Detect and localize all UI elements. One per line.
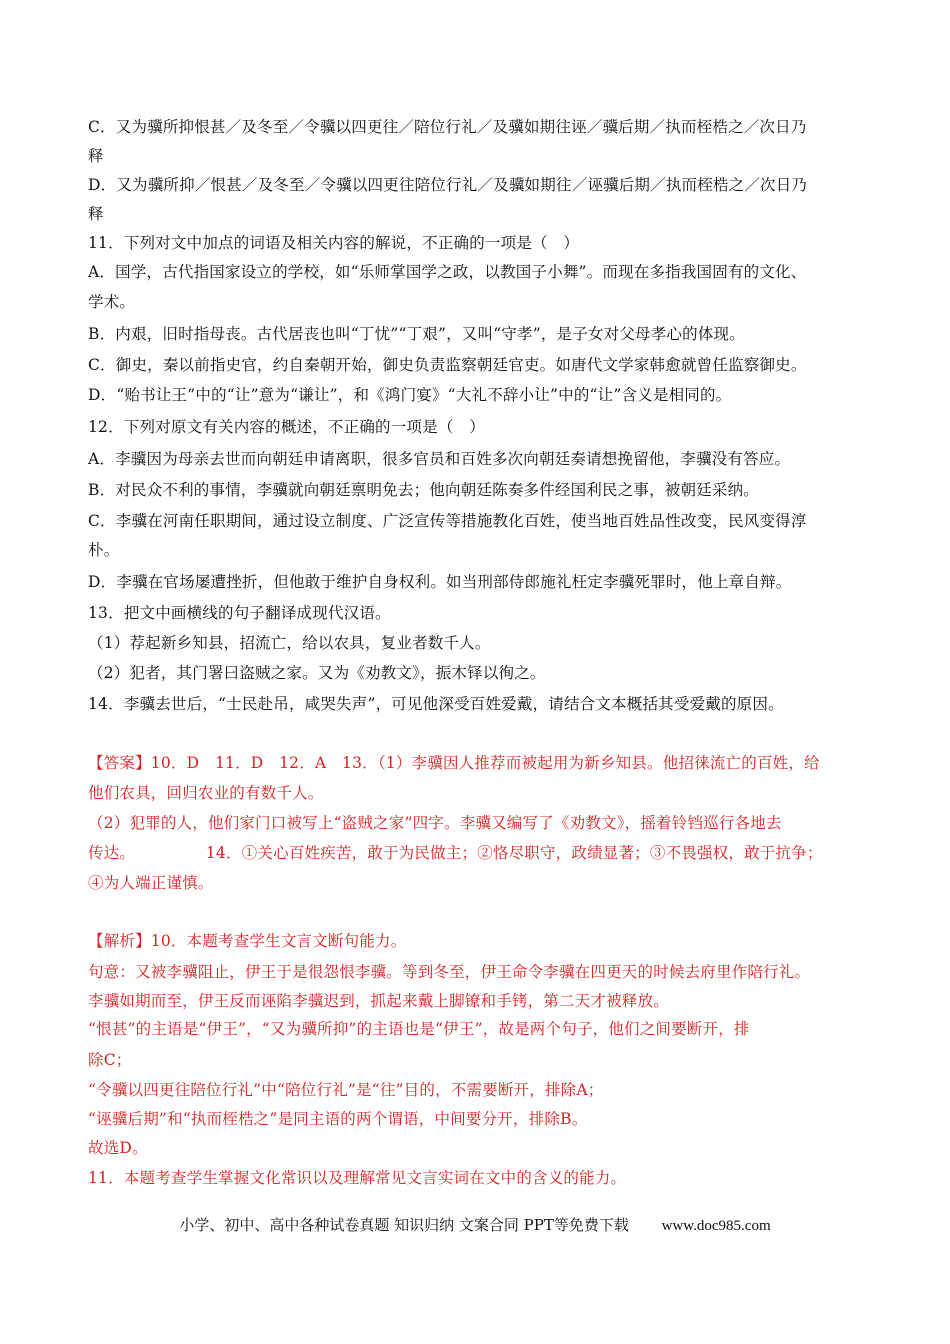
analysis-line: “令骥以四更往陪位行礼”中“陪位行礼”是“往”目的，不需要断开，排除A； xyxy=(88,1081,604,1099)
page-footer xyxy=(0,1214,950,1235)
question-line: D．李骥在官场屡遭挫折，但他敢于维护自身权利。如当刑部侍郎施礼枉定李骥死罪时，他上章自辩。 xyxy=(88,573,792,591)
answer-line: ④为人端正谨慎。 xyxy=(88,874,214,892)
analysis-line: 故选D。 xyxy=(88,1139,148,1157)
question-line: C．御史，秦以前指史官，约自秦朝开始，御史负责监察朝廷官吏。如唐代文学家韩愈就曾任监察御史。 xyxy=(88,356,807,374)
footer-text: 小学、初中、高中各种试卷真题 知识归纳 文案合同 PPT等免费下载 xyxy=(179,1216,629,1234)
question-line: D．又为骥所抑／恨甚／及冬至／令骥以四更往陪位行礼／及骥如期往／诬骥后期／执而桎梏之／次日乃 xyxy=(88,176,808,194)
question-line: 12．下列对原文有关内容的概述，不正确的一项是（ ） xyxy=(88,418,485,436)
question-line: A．李骥因为母亲去世而向朝廷申请离职，很多官员和百姓多次向朝廷奏请想挽留他，李骥没有答应。 xyxy=(88,450,791,468)
question-line: C．又为骥所抑恨甚／及冬至／令骥以四更往／陪位行礼／及骥如期往诬／骥后期／执而桎梏之／次日乃 xyxy=(88,118,807,136)
analysis-line: “恨甚”的主语是“伊王”，“又为骥所抑”的主语也是“伊王”，故是两个句子，他们之间要断开，排 xyxy=(88,1020,750,1038)
question-line: B．对民众不利的事情，李骥就向朝廷禀明免去；他向朝廷陈奏多件经国利民之事，被朝廷采纳。 xyxy=(88,481,759,499)
footer-link[interactable]: www.doc985.com xyxy=(661,1218,771,1234)
question-line: B．内艰，旧时指母丧。古代居丧也叫“丁忧”“丁艰”，又叫“守孝”，是子女对父母孝心的体现。 xyxy=(88,325,745,343)
question-line: 14．李骥去世后，“士民赴吊，咸哭失声”，可见他深受百姓爱戴，请结合文本概括其受爱戴的原因。 xyxy=(88,695,784,713)
analysis-line: 除C； xyxy=(88,1051,132,1069)
question-line: （2）犯者，其门署曰盗贼之家。又为《劝教文》，振木铎以徇之。 xyxy=(88,664,546,682)
question-line: A．国学，古代指国家设立的学校，如“乐师掌国学之政，以教国子小舞”。而现在多指我国固有的文化、 xyxy=(88,263,807,281)
answer-line: 【答案】10．D 11．D 12．A 13．（1）李骥因人推荐而被起用为新乡知县。他招徕流亡的百姓，给 xyxy=(88,754,820,772)
question-line: 朴。 xyxy=(88,541,120,559)
question-line: D．“贻书让王”中的“让”意为“谦让”，和《鸿门宴》“大礼不辞小让”中的“让”含义是相同的。 xyxy=(88,386,732,404)
answer-line: 他们农具，回归农业的有数千人。 xyxy=(88,784,324,802)
question-line: 释 xyxy=(88,147,104,165)
analysis-line: 李骥如期而至，伊王反而诬陷李骥迟到，抓起来戴上脚镣和手铐，第二天才被释放。 xyxy=(88,992,669,1010)
analysis-line: “诬骥后期”和“执而桎梏之”是同主语的两个谓语，中间要分开，排除B。 xyxy=(88,1110,588,1128)
analysis-line: 【解析】10．本题考查学生文言文断句能力。 xyxy=(88,932,407,950)
question-line: 11．下列对文中加点的词语及相关内容的解说，不正确的一项是（ ） xyxy=(88,234,580,252)
answer-line: （2）犯罪的人，他们家门口被写上“盗贼之家”四字。李骥又编写了《劝教文》，摇着铃铛巡行各地去 xyxy=(88,814,782,832)
answer-line: 传达。 14．①关心百姓疾苦，敢于为民做主；②恪尽职守，政绩显著；③不畏强权，敢于抗争； xyxy=(88,844,823,862)
question-line: 13．把文中画横线的句子翻译成现代汉语。 xyxy=(88,604,391,622)
question-line: （1）荐起新乡知县，招流亡，给以农具，复业者数千人。 xyxy=(88,634,491,652)
analysis-line: 句意：又被李骥阻止，伊王于是很怨恨李骥。等到冬至，伊王命令李骥在四更天的时候去府里作陪行礼。 xyxy=(88,963,811,981)
question-line: C．李骥在河南任职期间，通过设立制度、广泛宣传等措施教化百姓，使当地百姓品性改变，民风变得淳 xyxy=(88,512,807,530)
analysis-line: 11．本题考查学生掌握文化常识以及理解常见文言实词在文中的含义的能力。 xyxy=(88,1169,627,1187)
question-line: 释 xyxy=(88,205,104,223)
question-line: 学术。 xyxy=(88,293,136,311)
